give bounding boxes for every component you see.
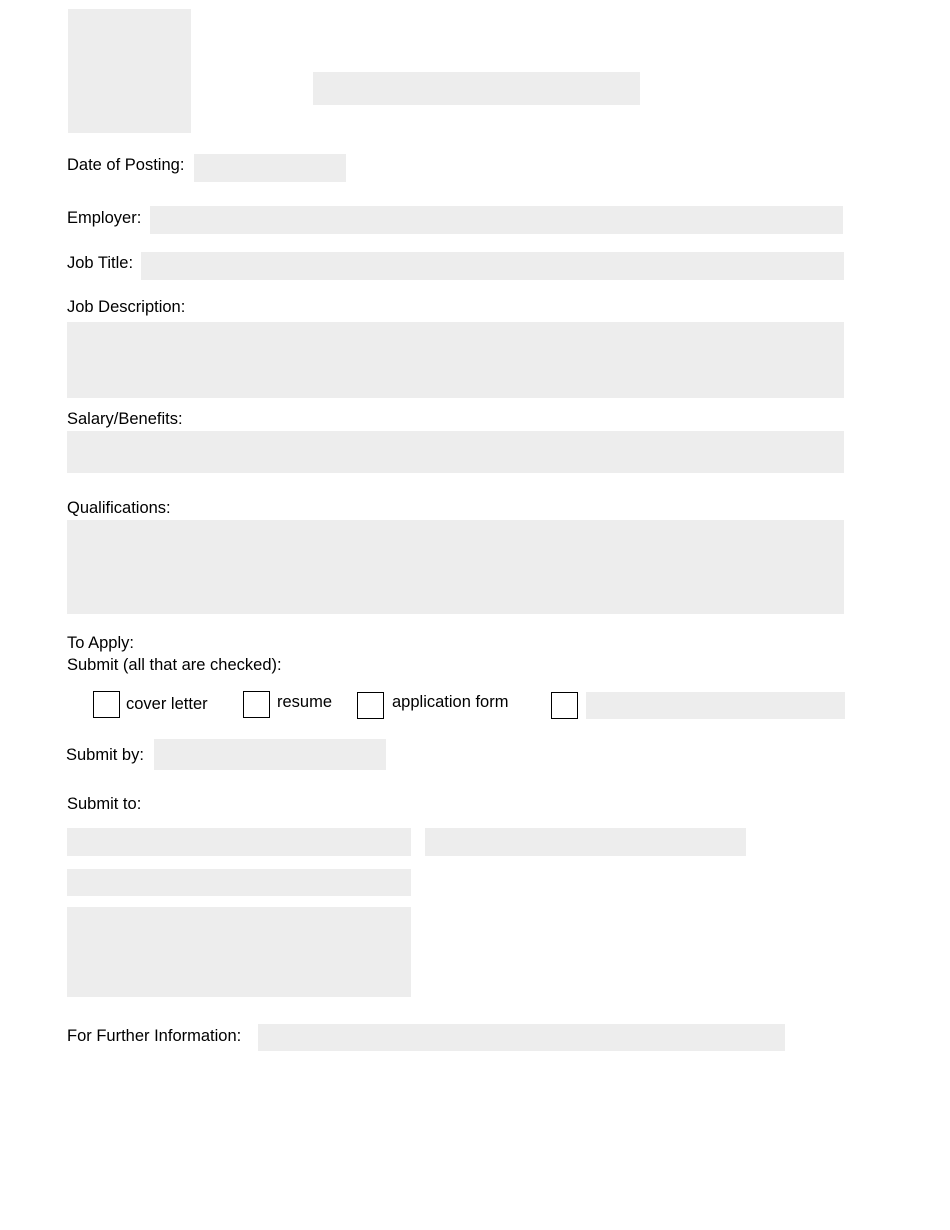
- organization-input[interactable]: [67, 869, 411, 896]
- resume-label: resume: [277, 693, 333, 711]
- salary-benefits-label: Salary/Benefits:: [67, 410, 183, 428]
- salary-benefits-textarea[interactable]: [67, 431, 844, 473]
- application-form-checkbox[interactable]: [357, 692, 384, 719]
- other-document-input[interactable]: [586, 692, 845, 719]
- employer-input[interactable]: [150, 206, 843, 234]
- further-information-input[interactable]: [258, 1024, 785, 1051]
- job-title-label: Job Title:: [67, 254, 134, 272]
- further-information-label: For Further Information:: [67, 1027, 242, 1045]
- job-description-textarea[interactable]: [67, 322, 844, 398]
- to-apply-label: To Apply:: [67, 634, 134, 652]
- logo-placeholder[interactable]: [68, 9, 191, 133]
- submit-to-label: Submit to:: [67, 795, 142, 813]
- application-form-label: application form: [392, 693, 509, 711]
- contact-email-input[interactable]: [425, 828, 746, 856]
- posting-title-input[interactable]: [313, 72, 640, 105]
- submit-by-input[interactable]: [154, 739, 386, 770]
- date-of-posting-label: Date of Posting:: [67, 156, 185, 174]
- cover-letter-label: cover letter: [126, 695, 208, 713]
- job-title-input[interactable]: [141, 252, 844, 280]
- resume-checkbox[interactable]: [243, 691, 270, 718]
- job-description-label: Job Description:: [67, 298, 186, 316]
- submit-checked-label: Submit (all that are checked):: [67, 656, 282, 674]
- employer-label: Employer:: [67, 209, 142, 227]
- cover-letter-checkbox[interactable]: [93, 691, 120, 718]
- contact-name-input[interactable]: [67, 828, 411, 856]
- qualifications-label: Qualifications:: [67, 499, 171, 517]
- date-of-posting-input[interactable]: [194, 154, 346, 182]
- qualifications-textarea[interactable]: [67, 520, 844, 614]
- submit-by-label: Submit by:: [66, 746, 144, 764]
- address-textarea[interactable]: [67, 907, 411, 997]
- other-checkbox[interactable]: [551, 692, 578, 719]
